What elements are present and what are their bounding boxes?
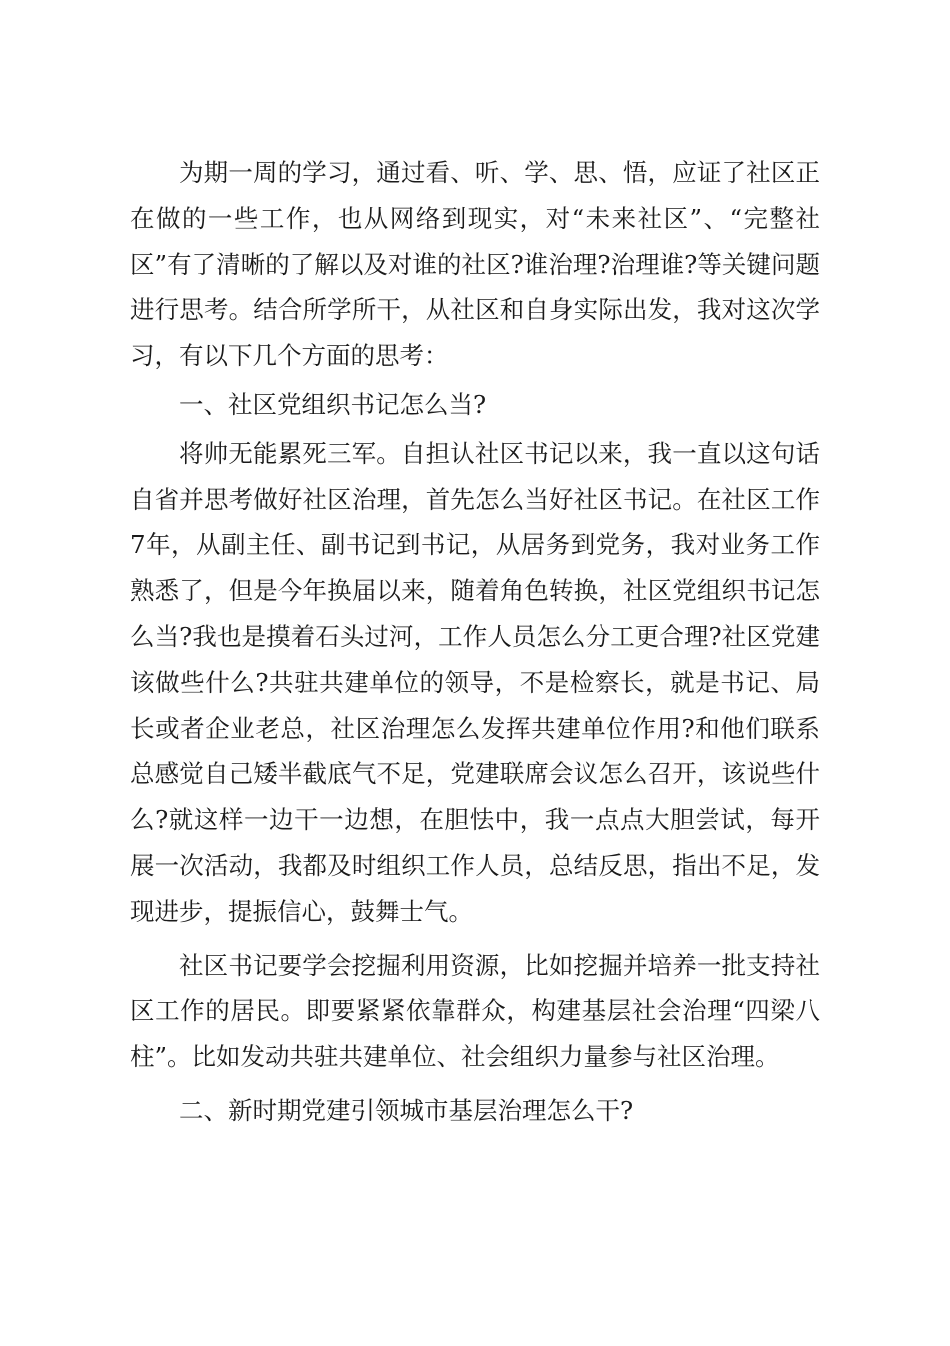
body-paragraph-2: 社区书记要学会挖掘利用资源，比如挖掘并培养一批支持社区工作的居民。即要紧紧依靠群众，构建基层社会治理“四梁八柱”。比如发动共驻共建单位、社会组织力量参与社区治理。	[130, 950, 820, 1072]
section-heading-2: 二、新时期党建引领城市基层治理怎么干?	[179, 1095, 634, 1125]
intro-paragraph: 为期一周的学习，通过看、听、学、思、悟，应证了社区正在做的一些工作，也从网络到现实，对“未来社区”、“完整社区”有了清晰的了解以及对谁的社区?谁治理?治理谁?等关键问题进行思考。结合所学所干，从社区和自身实际出发，我对这次学习，有以下几个方面的思考：	[130, 158, 820, 371]
document-body	[130, 150, 820, 1134]
body-paragraph-1: 将帅无能累死三军。自担认社区书记以来，我一直以这句话自省并思考做好社区治理，首先怎么当好社区书记。在社区工作7年，从副主任、副书记到书记，从居务到党务，我对业务工作熟悉了，但是今年换届以来，随着角色转换，社区党组织书记怎么当?我也是摸着石头过河，工作人员怎么分工更合理?社区党建该做些什么?共驻共建单位的领导，不是检察长，就是书记、局长或者企业老总，社区治理怎么发挥共建单位作用?和他们联系总感觉自己矮半截底气不足，党建联席会议怎么召开，该说些什么?就这样一边干一边想，在胆怯中，我一点点大胆尝试，每开展一次活动，我都及时组织工作人员，总结反思，指出不足，发现进步，提振信心，鼓舞士气。	[130, 438, 820, 926]
section-heading-1: 一、社区党组织书记怎么当?	[179, 389, 487, 419]
